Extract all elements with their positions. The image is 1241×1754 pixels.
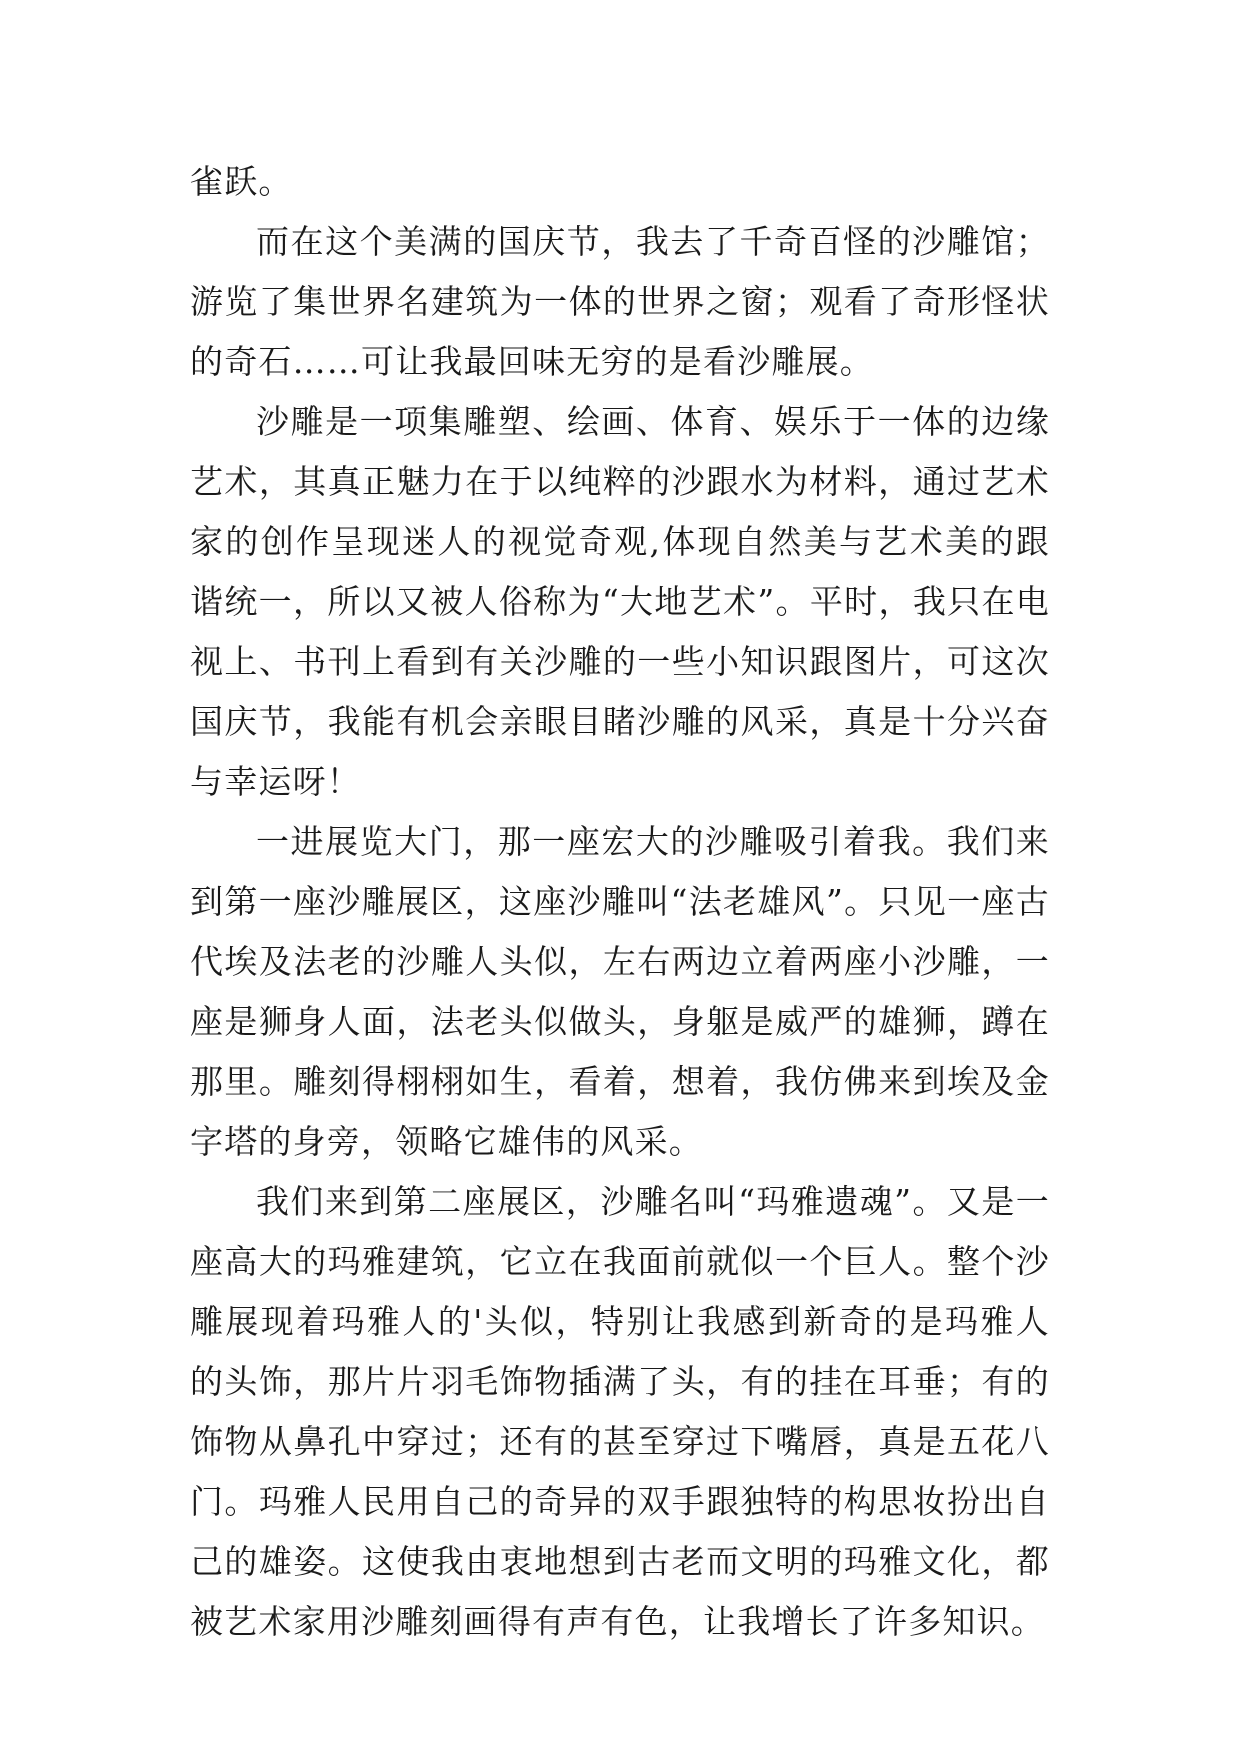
document-body — [190, 152, 1050, 1652]
paragraph-pharaoh-exhibit: 一进展览大门，那一座宏大的沙雕吸引着我。我们来到第一座沙雕展区，这座沙雕叫“法老雄风”。只见一座古代埃及法老的沙雕人头似，左右两边立着两座小沙雕，一座是狮身人面，法老头似做头，身躯是威严的雄狮，蹲在那里。雕刻得栩栩如生，看着，想着，我仿佛来到埃及金字塔的身旁，领略它雄伟的风采。 — [190, 822, 1050, 1161]
paragraph-continuation: 雀跃。 — [190, 162, 293, 201]
paragraph-sand-sculpture-intro: 沙雕是一项集雕塑、绘画、体育、娱乐于一体的边缘艺术，其真正魅力在于以纯粹的沙跟水为材料，通过艺术家的创作呈现迷人的视觉奇观,体现自然美与艺术美的跟谐统一，所以又被人俗称为“大地艺术”。平时，我只在电视上、书刊上看到有关沙雕的一些小知识跟图片，可这次国庆节，我能有机会亲眼目睹沙雕的风采，真是十分兴奋与幸运呀！ — [190, 402, 1050, 801]
paragraph-national-day: 而在这个美满的国庆节，我去了千奇百怪的沙雕馆；游览了集世界名建筑为一体的世界之窗；观看了奇形怪状的奇石……可让我最回味无穷的是看沙雕展。 — [190, 222, 1050, 381]
paragraph-maya-exhibit: 我们来到第二座展区，沙雕名叫“玛雅遗魂”。又是一座高大的玛雅建筑，它立在我面前就似一个巨人。整个沙雕展现着玛雅人的'头似，特别让我感到新奇的是玛雅人的头饰，那片片羽毛饰物插满了头，有的挂在耳垂；有的饰物从鼻孔中穿过；还有的甚至穿过下嘴唇，真是五花八门。玛雅人民用自己的奇异的双手跟独特的构思妆扮出自己的雄姿。这使我由衷地想到古老而文明的玛雅文化，都被艺术家用沙雕刻画得有声有色，让我增长了许多知识。 — [190, 1182, 1050, 1641]
